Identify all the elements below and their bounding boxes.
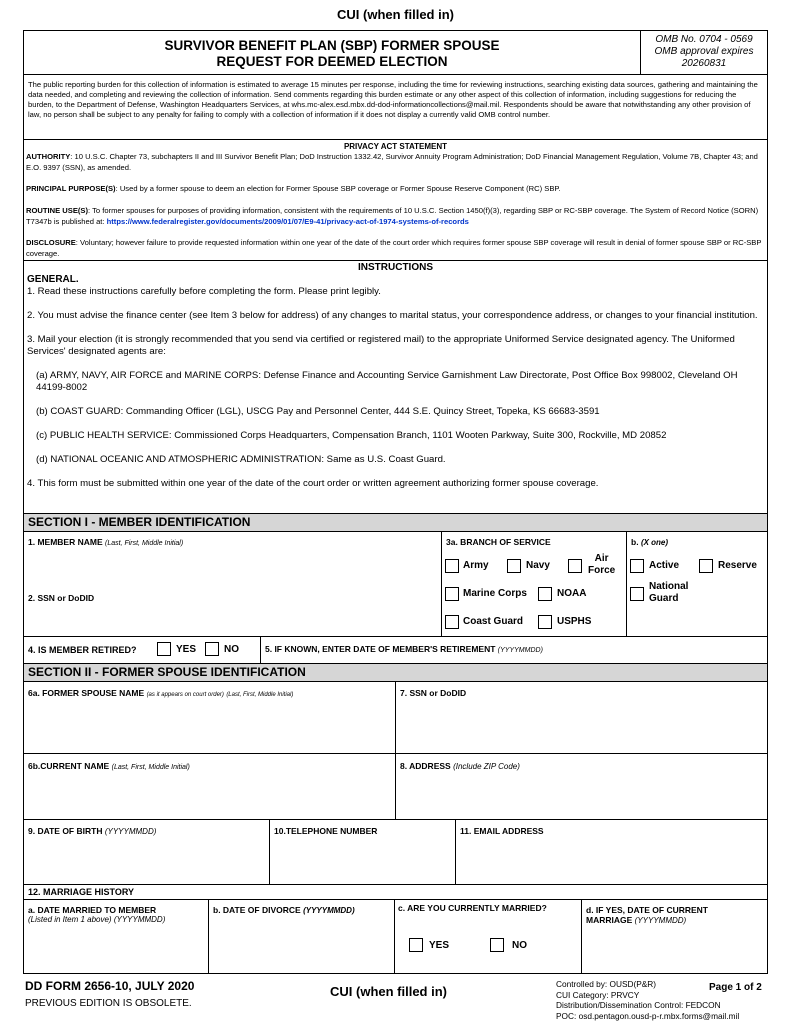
telephone-cell[interactable] (270, 820, 456, 884)
obsolete-note: PREVIOUS EDITION IS OBSOLETE. (25, 998, 192, 1009)
omb-date: 20260831 (681, 58, 727, 69)
component-label: b. (X one) (631, 537, 669, 547)
purpose-text: : Used by a former spouse to deem an election for Former Spouse SBP coverage or Former Spouse Reserve Component (RC) SBP. (115, 184, 561, 193)
former-spouse-ssn-label: 7. SSN or DoDID (400, 688, 467, 698)
national-guard-label: National Guard (649, 581, 689, 604)
dissemination-control: Distribution/Dissemination Control: FEDCON (556, 1000, 721, 1010)
reserve-checkbox[interactable] (699, 559, 713, 573)
army-label: Army (463, 560, 489, 571)
branch-label: 3a. BRANCH OF SERVICE (446, 537, 551, 547)
retired-cell (24, 637, 261, 663)
divider (24, 260, 767, 261)
former-spouse-ssn-cell[interactable] (396, 681, 767, 754)
dob-label: 9. DATE OF BIRTH (YYYYMMDD) (28, 826, 157, 836)
routine-text: : To former spouses for purposes of providing information, consistent with the requirements of 10 U.S.C. Section 1450(f)(3), regarding SBP or RC-SBP coverage. The System of Record Notice (SORN) T7347b is published at: (26, 206, 759, 226)
member-name-label: 1. MEMBER NAME (Last, First, Middle Initial) (28, 537, 184, 547)
cui-top-label: CUI (when filled in) (337, 7, 454, 22)
cui-category: CUI Category: PRVCY (556, 989, 640, 1000)
component-cell (627, 531, 767, 636)
general-heading: GENERAL. (27, 274, 79, 285)
instruction-3d: (d) NATIONAL OCEANIC AND ATMOSPHERIC ADMINISTRATION: Same as U.S. Coast Guard. (36, 454, 446, 465)
date-married-label: a. DATE MARRIED TO MEMBER (28, 905, 157, 915)
disclosure-label: DISCLOSURE (26, 238, 76, 247)
instructions-heading: INSTRUCTIONS (358, 262, 433, 273)
privacy-routine (26, 206, 764, 227)
date-divorce-label: b. DATE OF DIVORCE (YYYYMMDD) (213, 905, 355, 915)
current-marriage-date-cell[interactable] (582, 900, 767, 974)
divider (24, 139, 767, 140)
current-marriage-date-label: d. IF YES, DATE OF CURRENT (586, 905, 708, 915)
usphs-checkbox[interactable] (538, 615, 552, 629)
privacy-heading: PRIVACY ACT STATEMENT (343, 142, 448, 151)
instruction-3b: (b) COAST GUARD: Commanding Officer (LGL), USCG Pay and Personnel Center, 444 S.E. Quincy Street, Topeka, KS 66683-3591 (36, 406, 600, 417)
instructions-body (27, 274, 763, 490)
burden-statement: The public reporting burden for this collection of information is estimated to average 15 minutes per response, including the time for reviewing instructions, searching existing data sources, gathering and maintaining the data needed, and completing and reviewing the collection of information. Send comments regarding this burden estimate or any other aspect of this collection of information, including suggestions for reducing the burden, to the Department of Defense, Washington Headquarters Services, at whs.mc-alex.esd.mbx.dd-dod-informationcollections@mail.mil. Respondents should be aware that notwithstanding any other provision of law, no person shall be subject to any penalty for failing to comply with a collection of information if it does not display a currently valid OMB control number. (28, 80, 758, 119)
noaa-label: NOAA (557, 588, 587, 599)
coast-guard-checkbox[interactable] (445, 615, 459, 629)
address-label: 8. ADDRESS (Include ZIP Code) (400, 761, 520, 771)
section-1-header: SECTION I - MEMBER IDENTIFICATION (24, 513, 767, 532)
section-2-header: SECTION II - FORMER SPOUSE IDENTIFICATION (24, 663, 767, 682)
email-cell[interactable] (456, 820, 767, 884)
coast-guard-label: Coast Guard (463, 616, 524, 627)
routine-label: ROUTINE USE(S) (26, 206, 89, 215)
cui-bottom-label: CUI (when filled in) (330, 984, 447, 999)
ssn-label: 2. SSN or DoDID (28, 593, 95, 603)
controlled-by: Controlled by: OUSD(P&R) (556, 979, 657, 989)
married-no-label: NO (512, 940, 527, 951)
active-checkbox[interactable] (630, 559, 644, 573)
member-name-input[interactable] (28, 549, 436, 589)
retired-yes-label: YES (176, 644, 197, 655)
current-name-cell[interactable] (24, 754, 396, 820)
retired-yes-checkbox[interactable] (157, 642, 171, 656)
branch-of-service-cell (442, 531, 627, 636)
former-spouse-name-cell[interactable] (24, 681, 396, 754)
reserve-label: Reserve (718, 560, 757, 571)
email-label: 11. EMAIL ADDRESS (460, 826, 544, 836)
marriage-history-header (24, 884, 767, 900)
marine-corps-checkbox[interactable] (445, 587, 459, 601)
instruction-4: 4. This form must be submitted within one year of the date of the court order or written agreement authorizing former spouse coverage. (27, 478, 599, 489)
army-checkbox[interactable] (445, 559, 459, 573)
omb-block (641, 31, 767, 75)
air-force-label: Air Force (588, 553, 616, 576)
current-marriage-date-label-2: MARRIAGE (YYYYMMDD) (586, 915, 687, 925)
omb-expires: OMB approval expires (654, 46, 754, 57)
authority-text: : 10 U.S.C. Chapter 73, subchapters II and III Survivor Benefit Plan; DoD Instruction 1332.42, Survivor Annuity Program Administration; DoD Financial Management Regulation, Volume 7B, Chapter 43; and E.O. 9397 (SSN), as amended. (26, 152, 758, 172)
married-yes-checkbox[interactable] (409, 938, 423, 952)
active-label: Active (649, 560, 680, 571)
date-divorce-cell[interactable] (209, 900, 395, 974)
navy-label: Navy (526, 560, 550, 571)
sorn-link[interactable]: https://www.federalregister.gov/documents/2009/01/07/E9-41/privacy-act-of-1974-systems-of-records (106, 216, 469, 226)
instruction-2: 2. You must advise the finance center (see Item 3 below for address) of any changes to marital status, your correspondence address, or changes to your financial institution. (27, 310, 758, 321)
currently-married-cell (395, 900, 582, 974)
married-yes-label: YES (429, 940, 450, 951)
purpose-label: PRINCIPAL PURPOSE(S) (26, 184, 116, 193)
date-married-cell[interactable] (24, 900, 209, 974)
instruction-3: 3. Mail your election (it is strongly recommended that you send via certified or registered mail) to the appropriate Uniformed Service designated agency. The Uniformed Services' designated agents are: (27, 334, 735, 357)
member-name-ssn-cell (24, 531, 442, 636)
address-cell[interactable] (396, 754, 767, 820)
page-number: Page 1 of 2 (709, 982, 762, 993)
retired-no-label: NO (224, 644, 239, 655)
telephone-label: 10.TELEPHONE NUMBER (274, 826, 378, 836)
privacy-disclosure (26, 238, 764, 259)
usphs-label: USPHS (557, 616, 592, 627)
date-married-hint: (Listed in Item 1 above) (YYYYMMDD) (28, 915, 166, 924)
form-title (24, 31, 641, 75)
retired-no-checkbox[interactable] (205, 642, 219, 656)
authority-label: AUTHORITY (26, 152, 71, 161)
navy-checkbox[interactable] (507, 559, 521, 573)
privacy-authority (26, 152, 764, 173)
former-spouse-name-label: 6a. FORMER SPOUSE NAME (as it appears on court order) (Last, First, Middle Initial) (28, 688, 294, 698)
currently-married-label: c. ARE YOU CURRENTLY MARRIED? (398, 903, 547, 913)
form-number: DD FORM 2656-10, JULY 2020 (25, 979, 195, 993)
marine-corps-label: Marine Corps (463, 588, 527, 599)
married-no-checkbox[interactable] (490, 938, 504, 952)
retired-label: 4. IS MEMBER RETIRED? (28, 645, 137, 655)
title-line-2: REQUEST FOR DEEMED ELECTION (216, 54, 448, 69)
instruction-3a: (a) ARMY, NAVY, AIR FORCE and MARINE CORPS: Defense Finance and Accounting Service Garnishment Law Directorate, Post Office Box 998002, Cleveland OH 44199-8002 (36, 370, 738, 393)
title-line-1: SURVIVOR BENEFIT PLAN (SBP) FORMER SPOUSE (164, 38, 500, 53)
omb-number: OMB No. 0704 - 0569 (655, 34, 753, 45)
dob-cell[interactable] (24, 820, 270, 884)
poc-email: POC: osd.pentagon.ousd-p-r.mbx.forms@mail.mil (556, 1010, 740, 1021)
marriage-history-label: 12. MARRIAGE HISTORY (28, 887, 135, 897)
noaa-checkbox[interactable] (538, 587, 552, 601)
privacy-purpose (26, 184, 764, 195)
instruction-1: 1. Read these instructions carefully before completing the form. Please print legibly. (27, 286, 381, 297)
member-ssn-input[interactable] (28, 605, 436, 631)
retirement-date-label: 5. IF KNOWN, ENTER DATE OF MEMBER'S RETIREMENT (YYYYMMDD) (265, 644, 543, 654)
current-name-label: 6b.CURRENT NAME (Last, First, Middle Initial) (28, 761, 190, 771)
retirement-date-cell[interactable] (261, 637, 767, 663)
air-force-checkbox[interactable] (568, 559, 582, 573)
national-guard-checkbox[interactable] (630, 587, 644, 601)
instruction-3c: (c) PUBLIC HEALTH SERVICE: Commissioned Corps Headquarters, Compensation Branch, 1101 Wooten Parkway, Suite 300, Rockville, MD 20852 (36, 430, 667, 441)
disclosure-text: : Voluntary; however failure to provide requested information within one year of the date of the court order which requires former spouse SBP coverage will result in denial of former spouse SBP or RC-SBP coverage. (26, 238, 762, 258)
